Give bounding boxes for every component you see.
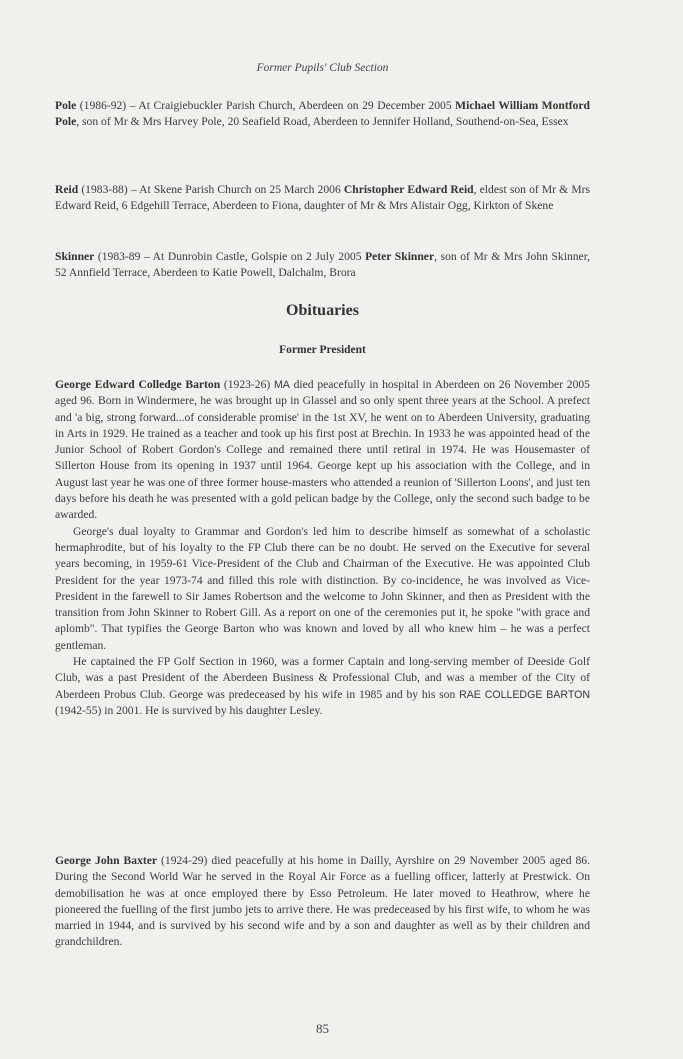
entry-surname: Skinner bbox=[55, 250, 95, 263]
obituary-text: died peacefully in hospital in Aberdeen on 26 November 2005 aged 96. Born in Windermere, he was brought up in Glassel and so only spent three years at the School. A prefect and 'a big, strong forward...of considerable promise' in the 1st XV, he went on to Aberdeen University, graduating in Arts in 1929. He trained as a teacher and took up his first post at Brechin. In 1933 he was appointed head of the Junior School of Robert Gordon's College and remained there until retiral in 1974. He was Housemaster of Sillerton House from its opening in 1937 until 1964. George kept up his association with the College, and in August last year he was one of three former house-masters who attended a reunion of 'Sillerton Loons', and just ten days before his death he was presented with a gold pelican badge by the College, only the second such badge to be awarded. bbox=[55, 378, 590, 522]
entry-years: (1986-92) – At Craigiebuckler Parish Church, Aberdeen on 29 December 2005 bbox=[76, 99, 456, 112]
marriage-entry-pole bbox=[55, 98, 590, 131]
entry-text: , eldest son of Mr & Mrs Edward Reid, 6 Edgehill Terrace, Aberdeen to Fiona, daughter of Mr & Mrs Alistair Ogg, Kirkton of Skene bbox=[55, 183, 591, 213]
entry-text: , son of Mr & Mrs John Skinner, 52 Annfield Terrace, Aberdeen to Katie Powell, Dalchalm, Brora bbox=[55, 250, 590, 280]
entry-years: (1983-88) – At Skene Parish Church on 25 March 2006 bbox=[78, 183, 344, 196]
obituary-years: (1923-26) bbox=[220, 378, 274, 391]
obituary-text: (1924-29) died peacefully at his home in Dailly, Ayrshire on 29 November 2005 aged 86. During the Second World War he served in the Royal Air Force as a fuelling officer, latterly at Prestwick. On demobilisation he was at once employed there by Esso Petroleum. He later moved to Heathrow, where he pioneered the fuelling of the first jumbo jets to arrive there. He was predeceased by his first wife, to whom he was married in 1944, and is survived by his second wife and by a son and daughter as well as by their children and grandchildren. bbox=[55, 854, 590, 949]
entry-surname: Reid bbox=[55, 183, 79, 196]
obituary-text: He captained the FP Golf Section in 1960, was a former Captain and long-serving member of Deeside Golf Club, was a past President of the Aberdeen Business & Professional Club, and was a member of the City of Aberdeen Probus Club. George was predeceased by his wife in 1985 and by his son bbox=[55, 655, 590, 701]
page-number: 85 bbox=[316, 1021, 329, 1036]
marriage-entry-reid bbox=[55, 182, 590, 215]
entry-full-name: Christopher Edward Reid bbox=[343, 183, 474, 196]
obituary-paragraph: George's dual loyalty to Grammar and Gordon's led him to describe himself as somewhat of a scholastic hermaphrodite, but of his loyalty to the FP Club there can be no doubt. He served on the Executive for several years becoming, in 1959-61 Vice-President of the Club and Chairman of the Executive. He was appointed Club President for the year 1973-74 and filled this role with distinction. By co-incidence, he was involved as Vice-President in the farewell to Sir James Robertson and the welcome to John Skinner, and then as President with the transition from John Skinner to Robert Gill. As a report on one of the ceremonies put it, he spoke "with grace and aplomb". That typifies the George Barton who was known and loved by all who knew him – he was a perfect gentleman. bbox=[55, 524, 590, 652]
obituary-name: George Edward Colledge Barton bbox=[55, 378, 221, 391]
obituary-son-name: RAE COLLEDGE BARTON bbox=[459, 688, 590, 701]
obituary-barton bbox=[55, 377, 590, 719]
obituary-paragraph bbox=[55, 377, 590, 524]
entry-text: , son of Mr & Mrs Harvey Pole, 20 Seafield Road, Aberdeen to Jennifer Holland, Southend-on-Sea, Essex bbox=[76, 115, 569, 129]
running-head: Former Pupils' Club Section bbox=[256, 62, 389, 74]
entry-years: (1983-89 – At Dunrobin Castle, Golspie on 2 July 2005 bbox=[94, 250, 366, 263]
obituary-degree: MA bbox=[273, 379, 290, 391]
entry-surname: Pole bbox=[55, 99, 77, 112]
former-president-heading: Former President bbox=[279, 344, 366, 356]
marriage-entry-skinner bbox=[55, 249, 590, 282]
obituary-text: (1942-55) in 2001. He is survived by his daughter Lesley. bbox=[55, 703, 323, 717]
obituary-baxter bbox=[55, 853, 590, 951]
obituary-name: George John Baxter bbox=[55, 854, 158, 867]
entry-full-name: Michael William Montford Pole bbox=[55, 99, 590, 129]
entry-full-name: Peter Skinner bbox=[365, 250, 435, 263]
obituaries-heading: Obituaries bbox=[286, 302, 359, 319]
obituary-paragraph bbox=[55, 654, 590, 719]
